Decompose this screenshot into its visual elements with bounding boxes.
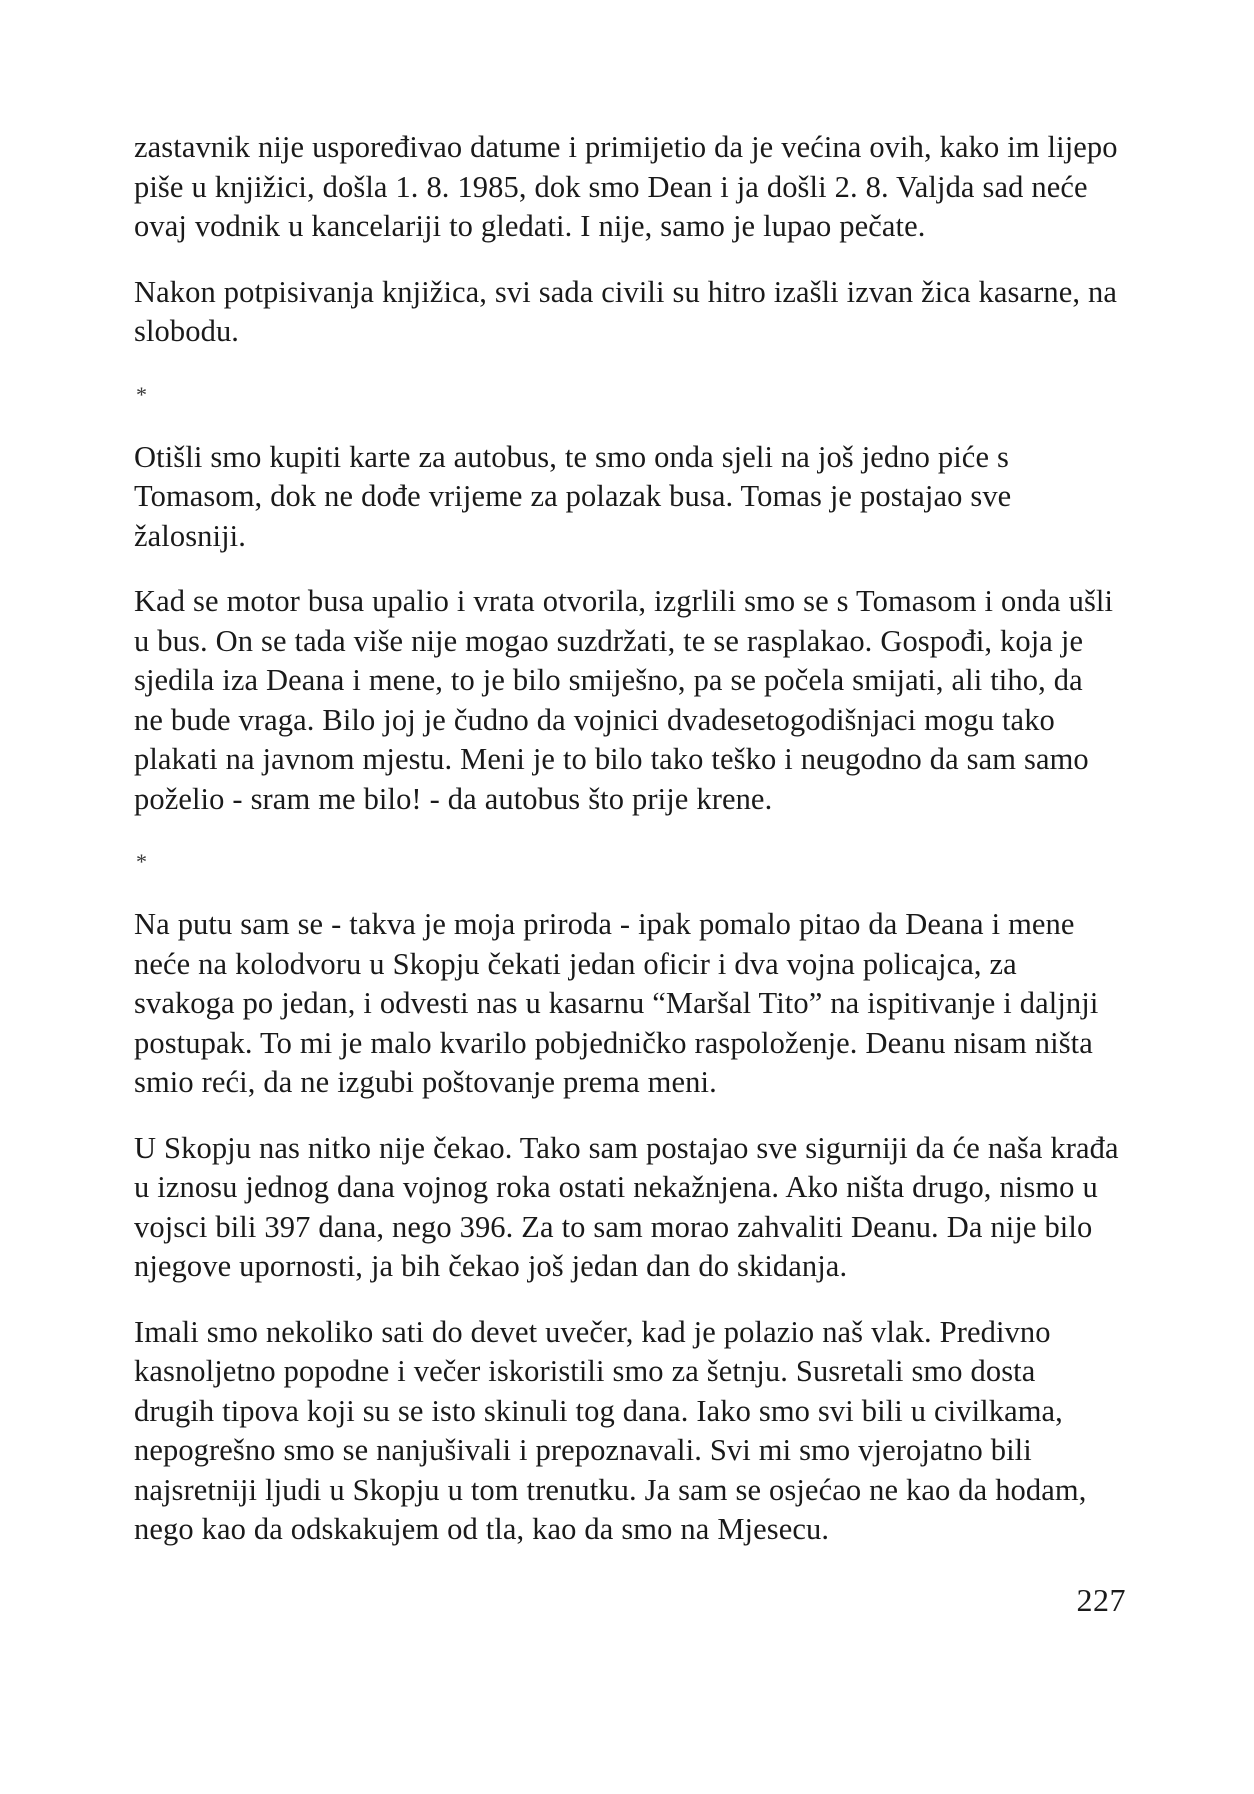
section-break-asterisk: * <box>136 849 147 874</box>
paragraph: Na putu sam se - takva je moja priroda - ipak pomalo pitao da Deana i mene neće na kolodvoru u Skopju čekati jedan oficir i dva vojna policajca, za svakoga po jedan, i odvesti nas u kasarnu “Maršal Tito” na ispitivanje i daljnji postupak. To mi je malo kvarilo pobjedničko raspoloženje. Deanu nisam ništa smio reći, da ne izgubi poštovanje prema meni. <box>134 907 1099 1099</box>
paragraph: Imali smo nekoliko sati do devet uvečer, kad je polazio naš vlak. Predivno kasnoljetno popodne i večer iskoristili smo za šetnju. Susretali smo dosta drugih tipova koji su se isto skinuli tog dana. Iako smo svi bili u civilkama, nepogrešno smo se nanjušivali i prepoznavali. Svi mi smo vjerojatno bili najsretniji ljudi u Skopju u tom trenutku. Ja sam se osjećao ne kao da hodam, nego kao da odskakujem od tla, kao da smo na Mjesecu. <box>134 1314 1087 1546</box>
paragraph: U Skopju nas nitko nije čekao. Tako sam postajao sve sigurniji da će naša krađa u iznosu jednog dana vojnog roka ostati nekažnjena. Ako ništa drugo, nismo u vojsci bili 397 dana, nego 396. Za to sam morao zahvaliti Deanu. Da nije bilo njegove upornosti, ja bih čekao još jedan dan do skidanja. <box>134 1130 1119 1283</box>
paragraph: Otišli smo kupiti karte za autobus, te smo onda sjeli na još jedno piće s Tomasom, dok ne dođe vrijeme za polazak busa. Tomas je postajao sve žalosniji. <box>134 439 1012 553</box>
paragraph: Kad se motor busa upalio i vrata otvorila, izgrlili smo se s Tomasom i onda ušli u bus. On se tada više nije mogao suzdržati, te se rasplakao. Gospođi, koja je sjedila iza Deana i mene, to je bilo smiješno, pa se počela smijati, ali tiho, da ne bude vraga. Bilo joj je čudno da vojnici dvadesetogodišnjaci mogu tako plakati na javnom mjestu. Meni je to bilo tako teško i neugodno da sam samo poželio - sram me bilo! - da autobus što prije krene. <box>134 584 1114 816</box>
page-number: 227 <box>1076 1582 1126 1618</box>
paragraph: Nakon potpisivanja knjižica, svi sada civili su hitro izašli izvan žica kasarne, na slobodu. <box>134 274 1118 348</box>
paragraph: zastavnik nije uspoređivao datume i primijetio da je većina ovih, kako im lijepo piše u knjižici, došla 1. 8. 1985, dok smo Dean i ja došli 2. 8. Valjda sad neće ovaj vodnik u kancelariji to gledati. I nije, samo je lupao pečate. <box>134 130 1118 243</box>
section-break-asterisk: * <box>136 381 147 407</box>
body-text-column <box>134 128 1119 1550</box>
